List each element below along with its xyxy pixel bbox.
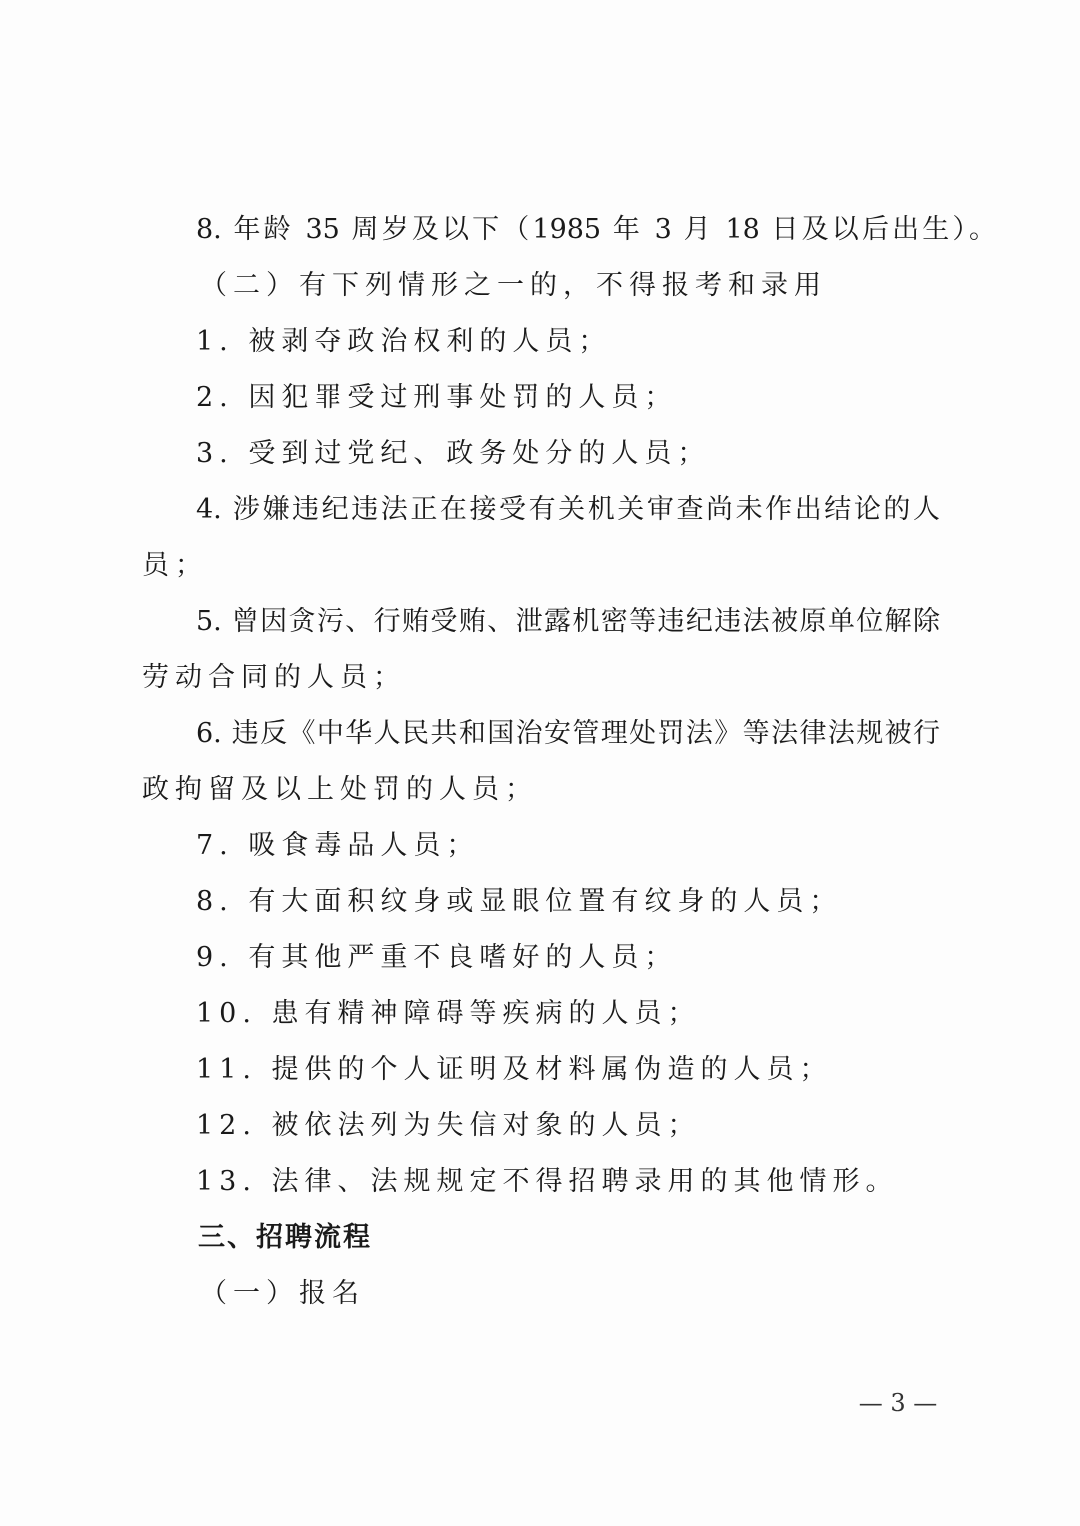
list-item-11: 11. 提供的个人证明及材料属伪造的人员； (196, 1054, 833, 1085)
subheading-disqualifications: （二）有下列情形之一的，不得报考和录用 (200, 270, 827, 301)
list-item-6-line-2: 政拘留及以上处罚的人员； (142, 774, 538, 805)
list-item-7: 7. 吸食毒品人员； (196, 830, 480, 861)
list-item-1: 1. 被剥夺政治权利的人员； (196, 326, 612, 357)
subheading-registration: （一）报名 (200, 1278, 365, 1309)
list-item-9: 9. 有其他严重不良嗜好的人员； (196, 942, 678, 973)
list-item-8: 8. 有大面积纹身或显眼位置有纹身的人员； (196, 886, 843, 917)
list-item-12: 12. 被依法列为失信对象的人员； (196, 1110, 701, 1141)
section-heading-recruitment-process: 三、招聘流程 (198, 1222, 372, 1253)
page-number: — 3 — (858, 1389, 938, 1417)
list-item-3: 3. 受到过党纪、政务处分的人员； (196, 438, 711, 469)
list-item-2: 2. 因犯罪受过刑事处罚的人员； (196, 382, 678, 413)
list-item-6-line-1: 6. 违反《中华人民共和国治安管理处罚法》等法律法规被行 (196, 718, 940, 749)
list-item-5-line-2: 劳动合同的人员； (142, 662, 406, 693)
paragraph-age-requirement: 8. 年龄 35 周岁及以下（1985 年 3 月 18 日及以后出生）。 (196, 214, 996, 245)
list-item-4-line-2: 员； (142, 550, 208, 581)
list-item-10: 10. 患有精神障碍等疾病的人员； (196, 998, 701, 1029)
list-item-5-line-1: 5. 曾因贪污、行贿受贿、泄露机密等违纪违法被原单位解除 (196, 606, 940, 637)
list-item-4-line-1: 4. 涉嫌违纪违法正在接受有关机关审查尚未作出结论的人 (196, 494, 940, 525)
list-item-13: 13. 法律、法规规定不得招聘录用的其他情形。 (196, 1166, 899, 1197)
